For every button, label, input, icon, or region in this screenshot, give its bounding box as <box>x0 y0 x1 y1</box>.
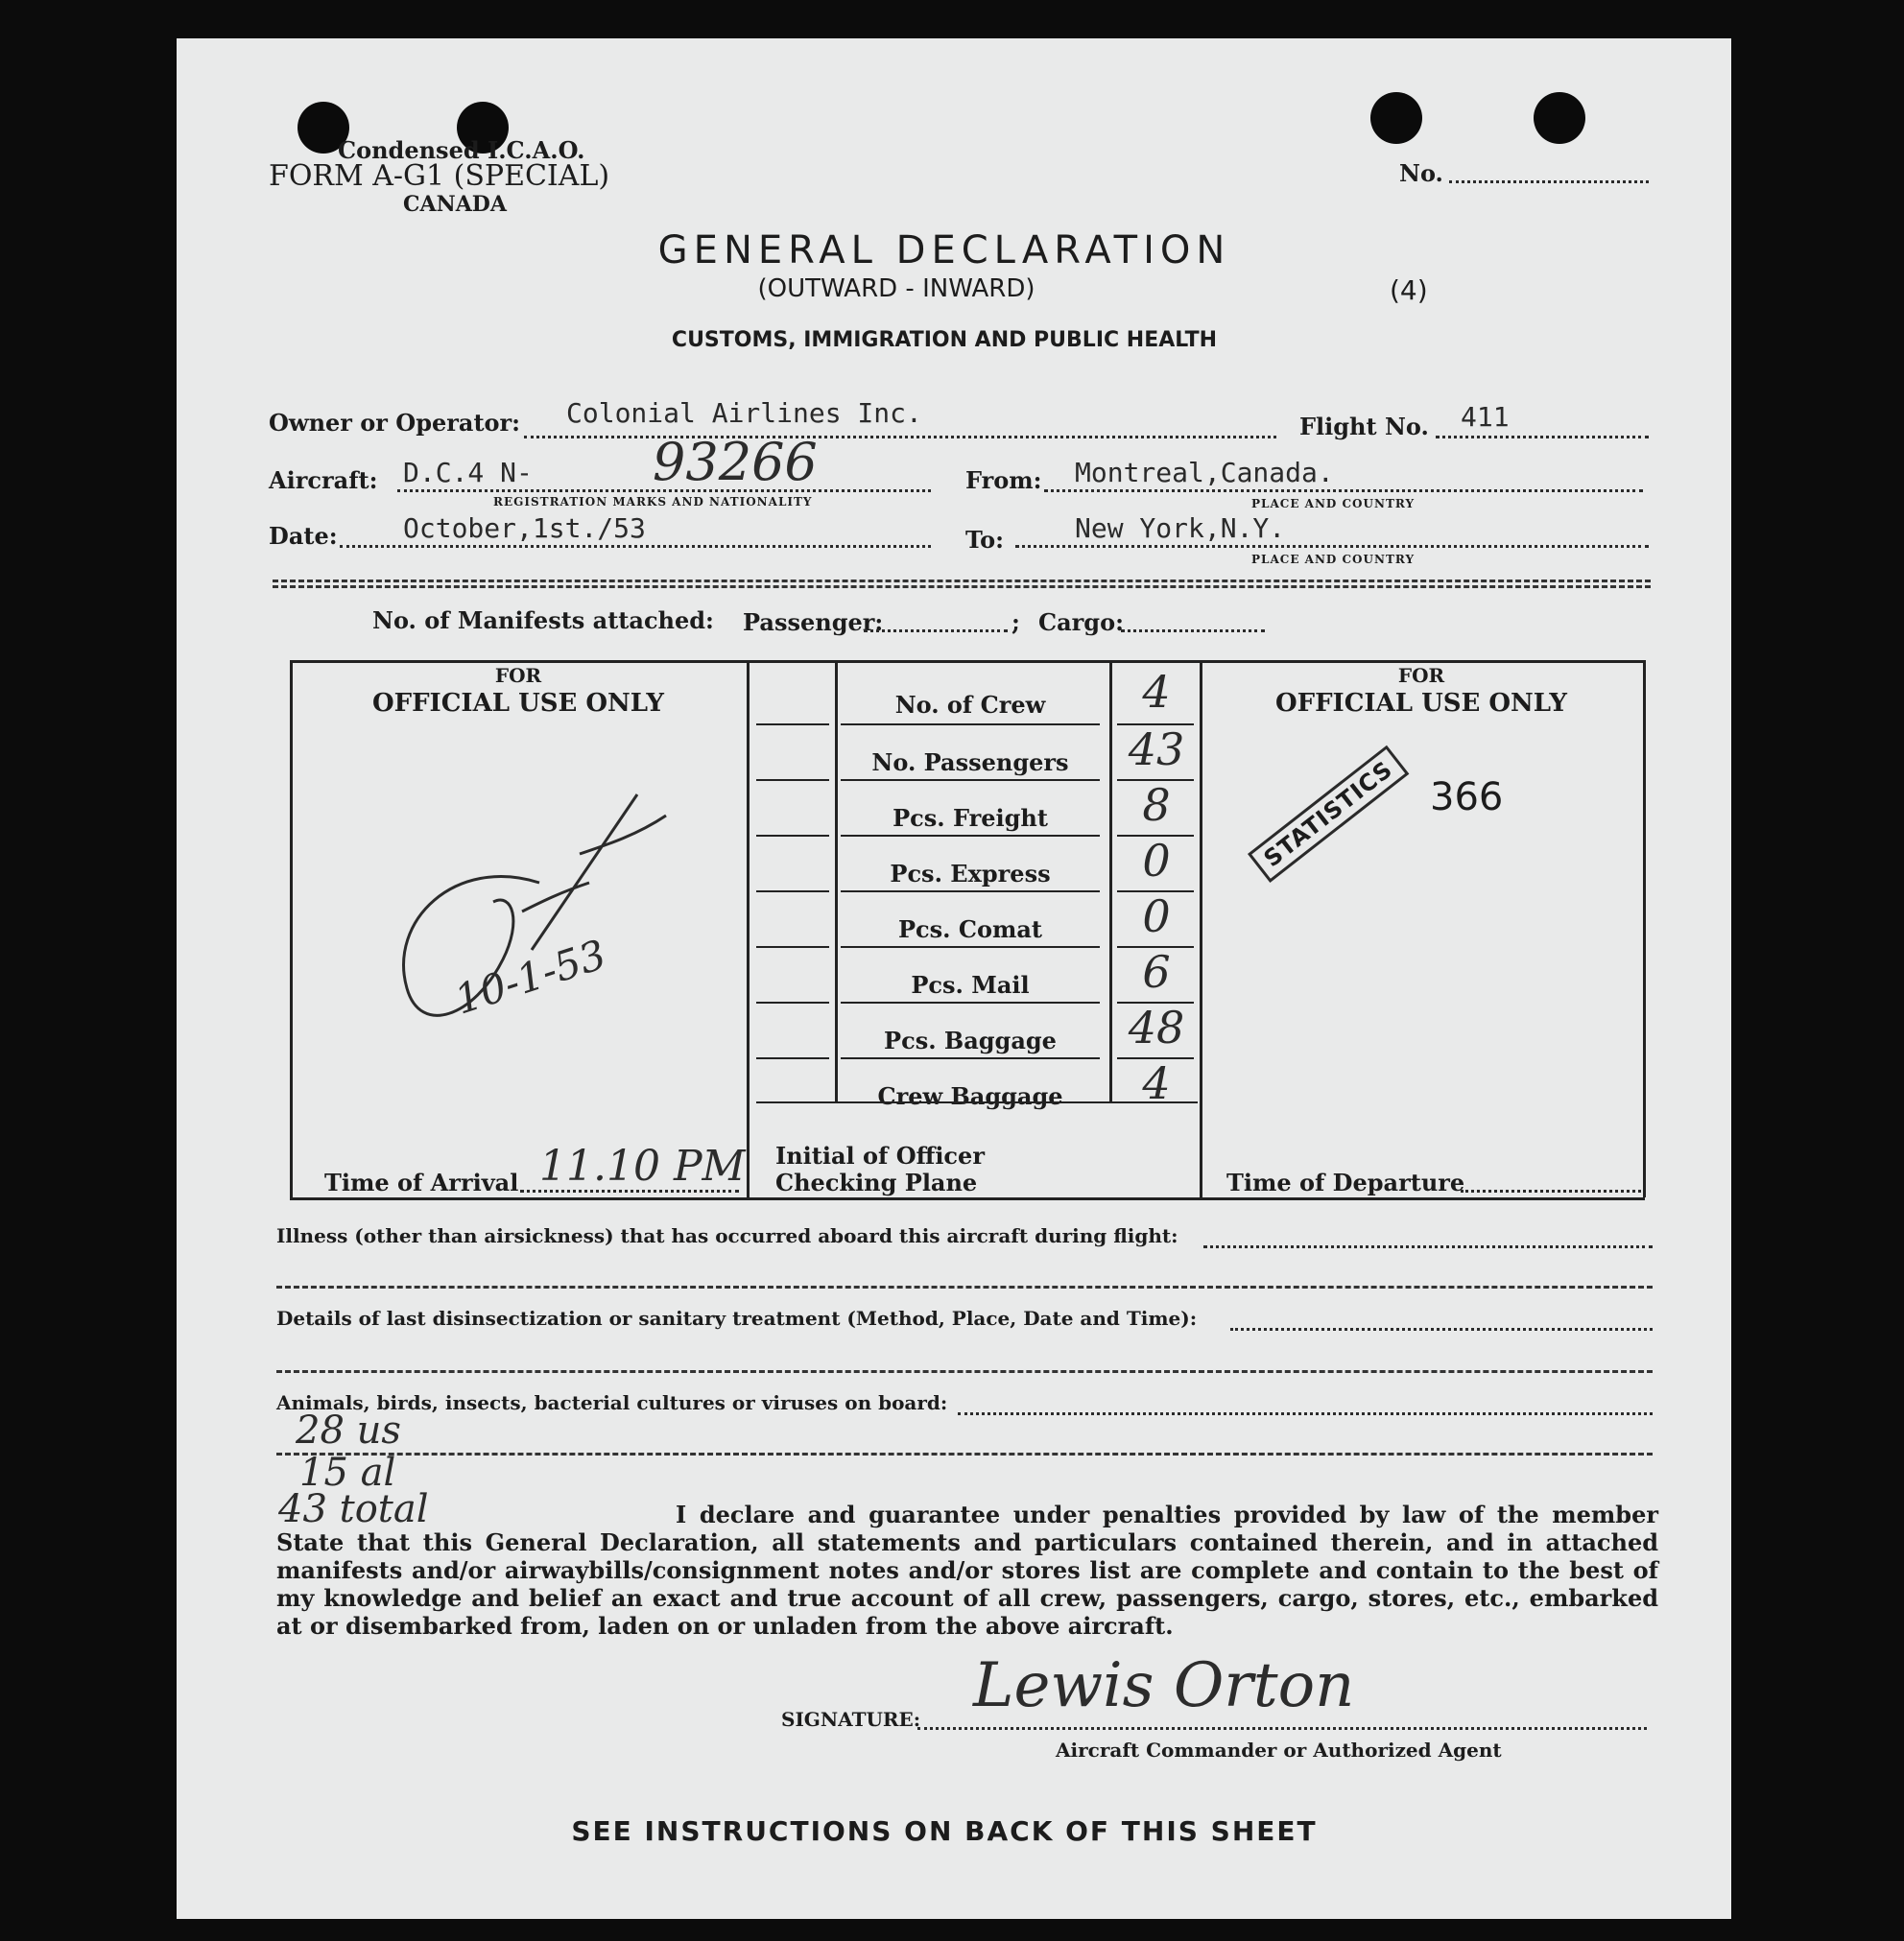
grid-divider <box>1200 660 1202 1197</box>
manifest-passenger-field <box>864 629 1008 632</box>
row-separator <box>756 1057 829 1059</box>
form-header-line2: FORM A-G1 (SPECIAL) <box>269 159 610 193</box>
date-line <box>340 545 931 548</box>
date-value: October,1st./53 <box>403 512 646 544</box>
form-header-line3: CANADA <box>403 192 507 217</box>
declaration-form <box>177 38 1731 1919</box>
form-no-field <box>1449 180 1649 183</box>
grid-left-border <box>290 660 293 1197</box>
flight-no-value: 411 <box>1461 401 1510 433</box>
statistics-number: 366 <box>1430 775 1504 819</box>
baggage-count-label: Pcs. Baggage <box>884 1027 1057 1054</box>
row-separator <box>756 946 829 948</box>
signature-label: SIGNATURE: <box>781 1708 921 1731</box>
illness-label: Illness (other than airsickness) that has occurred aboard this aircraft during flight: <box>276 1224 1178 1247</box>
registration-value: 93266 <box>653 432 818 492</box>
crew-count-value: 4 <box>1142 666 1171 718</box>
express-count-label: Pcs. Express <box>890 860 1051 888</box>
animals-label: Animals, birds, insects, bacterial cultures or viruses on board: <box>276 1391 948 1414</box>
declaration-text: I declare and guarantee under penalties provided by law of the member State that this General Declaration, all statements and particulars contained therein, and in attached manifests and/or airwaybills/consignment notes and/or stores list are complete and contain to the best of my knowledge and belief an exact and true account of all crew, passengers, cargo, stores, etc., embarked at or disembarked from, laden on or unladen from the above aircraft. <box>276 1501 1658 1640</box>
owner-value: Colonial Airlines Inc. <box>566 397 922 429</box>
grid-divider <box>747 660 750 1197</box>
row-separator <box>1117 1002 1194 1004</box>
row-separator <box>756 779 829 781</box>
row-separator <box>756 723 829 725</box>
from-value: Montreal,Canada. <box>1075 457 1334 488</box>
copy-number: (4) <box>1390 274 1428 306</box>
date-label: Date: <box>269 522 338 550</box>
row-separator <box>1117 946 1194 948</box>
crew-baggage-count-label: Crew Baggage <box>877 1082 1063 1110</box>
to-label: To: <box>965 526 1004 554</box>
mail-count-label: Pcs. Mail <box>911 971 1030 999</box>
signer-caption: Aircraft Commander or Authorized Agent <box>1056 1739 1502 1762</box>
row-separator <box>841 890 1100 892</box>
grid-bottom-border <box>290 1197 1645 1200</box>
owner-label: Owner or Operator: <box>269 409 521 437</box>
animals-note-2: 15 al <box>299 1451 396 1495</box>
grid-right-border <box>1643 660 1646 1197</box>
aircraft-label: Aircraft: <box>269 466 378 494</box>
crew-baggage-count-value: 4 <box>1142 1057 1171 1109</box>
row-separator <box>1117 890 1194 892</box>
checking-plane-label: Checking Plane <box>775 1169 978 1196</box>
from-caption: PLACE AND COUNTRY <box>1251 497 1416 510</box>
owner-line <box>524 436 1276 438</box>
time-of-departure-field <box>1461 1190 1641 1193</box>
row-separator <box>1117 723 1194 725</box>
from-line <box>1044 489 1643 492</box>
express-count-value: 0 <box>1142 835 1171 887</box>
form-subtitle: (OUTWARD - INWARD) <box>757 274 1035 303</box>
row-separator <box>756 890 829 892</box>
agencies-line: CUSTOMS, IMMIGRATION AND PUBLIC HEALTH <box>671 328 1218 352</box>
initial-officer-label: Initial of Officer <box>775 1142 985 1170</box>
punch-hole <box>1534 92 1585 144</box>
punch-hole <box>1370 92 1422 144</box>
aircraft-value: D.C.4 N- <box>403 457 533 488</box>
freight-count-label: Pcs. Freight <box>892 804 1048 832</box>
statistics-stamp: STATISTICS <box>1248 746 1409 883</box>
illness-line <box>1203 1245 1653 1248</box>
illness-line-2 <box>276 1286 1653 1289</box>
manifest-cargo-label: Cargo: <box>1038 608 1124 636</box>
row-separator <box>841 835 1100 837</box>
animals-note-3: 43 total <box>278 1487 429 1531</box>
crew-count-label: No. of Crew <box>894 691 1046 719</box>
freight-count-value: 8 <box>1142 779 1171 831</box>
grid-top-border <box>290 660 1645 663</box>
section-divider <box>273 585 1651 588</box>
to-caption: PLACE AND COUNTRY <box>1251 553 1416 566</box>
to-line <box>1015 545 1649 548</box>
flight-no-label: Flight No. <box>1299 413 1429 440</box>
grid-divider <box>835 660 838 1101</box>
official-right-for: FOR <box>1397 664 1445 687</box>
official-right-title: OFFICIAL USE ONLY <box>1274 689 1567 718</box>
commander-signature: Lewis Orton <box>973 1650 1355 1721</box>
row-separator <box>1117 835 1194 837</box>
comat-count-label: Pcs. Comat <box>897 915 1043 943</box>
signature-line <box>917 1727 1647 1730</box>
row-separator <box>841 1057 1100 1059</box>
time-of-departure-label: Time of Departure <box>1226 1169 1465 1196</box>
row-separator <box>841 946 1100 948</box>
row-separator <box>841 723 1100 725</box>
grid-divider <box>1109 660 1112 1101</box>
form-title: GENERAL DECLARATION <box>657 228 1231 272</box>
row-separator <box>1117 1057 1194 1059</box>
mail-count-value: 6 <box>1142 946 1171 998</box>
passengers-count-label: No. Passengers <box>871 748 1069 776</box>
manifests-label: No. of Manifests attached: <box>372 606 714 634</box>
manifest-separator: ; <box>1012 608 1020 636</box>
from-label: From: <box>965 466 1042 494</box>
manifest-cargo-field <box>1121 629 1265 632</box>
row-separator <box>756 1002 829 1004</box>
passengers-count-value: 43 <box>1128 723 1185 775</box>
official-left-for: FOR <box>494 664 542 687</box>
comat-count-value: 0 <box>1142 890 1171 942</box>
form-no-label: No. <box>1399 159 1443 187</box>
animals-line <box>958 1412 1653 1415</box>
animals-line-2 <box>276 1453 1653 1456</box>
animals-note-1: 28 us <box>296 1408 401 1453</box>
disinsect-line-2 <box>276 1370 1653 1373</box>
time-of-arrival-value: 11.10 PM <box>539 1142 746 1191</box>
registration-caption: REGISTRATION MARKS AND NATIONALITY <box>493 495 813 509</box>
row-separator <box>756 835 829 837</box>
officer-signature-mark <box>321 748 724 1094</box>
row-separator <box>1117 779 1194 781</box>
to-value: New York,N.Y. <box>1075 512 1286 544</box>
row-separator <box>756 1101 1198 1103</box>
instructions-footer: SEE INSTRUCTIONS ON BACK OF THIS SHEET <box>571 1815 1318 1847</box>
baggage-count-value: 48 <box>1128 1002 1185 1053</box>
row-separator <box>841 1002 1100 1004</box>
disinsect-line <box>1230 1328 1653 1331</box>
officer-handwritten-date: 10-1-53 <box>449 930 612 1024</box>
disinsect-label: Details of last disinsectization or sanitary treatment (Method, Place, Date and Time): <box>276 1307 1198 1330</box>
section-divider <box>273 580 1651 582</box>
row-separator <box>841 779 1100 781</box>
manifest-passenger-label: Passenger: <box>743 608 884 636</box>
time-of-arrival-label: Time of Arrival <box>324 1169 519 1196</box>
official-left-title: OFFICIAL USE ONLY <box>371 689 664 718</box>
flight-no-line <box>1436 436 1649 438</box>
form-header-line1: Condensed I.C.A.O. <box>338 136 585 164</box>
